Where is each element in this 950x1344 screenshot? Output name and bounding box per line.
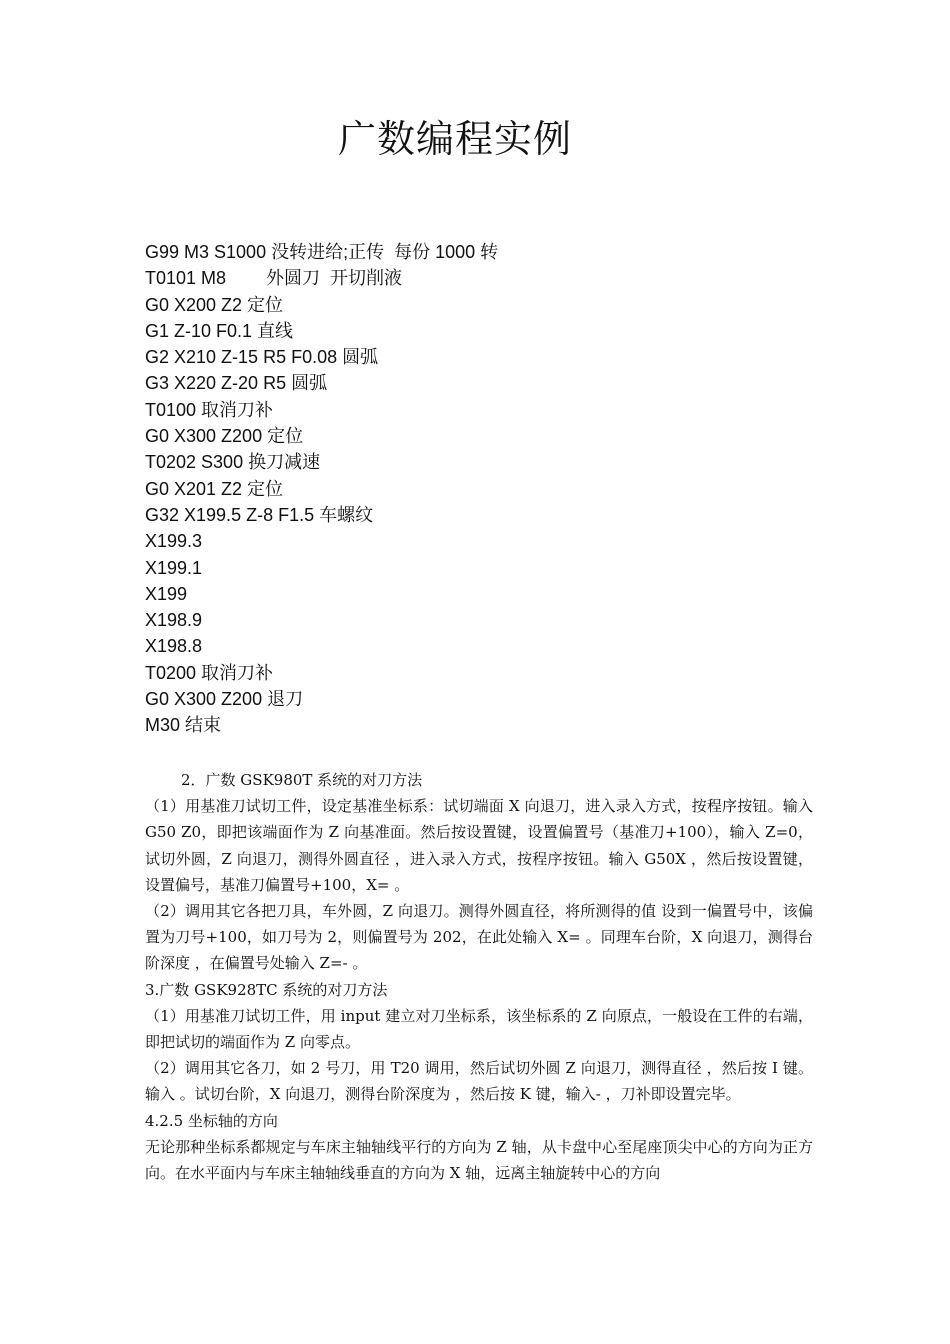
paragraph: （2）调用其它各刀，如 2 号刀，用 T20 调用，然后试切外圆 Z 向退刀，测得直径 ，然后按 I 键。输入 。试切台阶，X 向退刀，测得台阶深度为 ，然后按 K 键，输入- ，刀补即设置完毕。 bbox=[145, 1059, 813, 1104]
program-line: G0 X200 Z2 定位 bbox=[145, 294, 284, 315]
paragraph: （1）用基准刀试切工件，设定基准坐标系：试切端面 X 向退刀，进入录入方式，按程序按钮。输入 G50 Z0，即把该端面作为 Z 向基准面。然后按设置键，设置偏置号（基准刀+100），输入 Z=0，试切外圆，Z 向退刀，测得外圆直径 ，进入录入方式，按程序按钮。输入 G50X ，然后按设置键，设置偏号，基准刀偏置号+100，X= 。 bbox=[145, 797, 813, 894]
program-line: G0 X201 Z2 定位 bbox=[145, 478, 284, 499]
program-listing bbox=[145, 239, 845, 739]
program-line: G32 X199.5 Z-8 F1.5 车螺纹 bbox=[145, 504, 374, 525]
program-line: G0 X300 Z200 定位 bbox=[145, 426, 304, 447]
program-line: G0 X300 Z200 退刀 bbox=[145, 689, 304, 710]
program-line: T0202 S300 换刀减速 bbox=[145, 452, 321, 473]
program-line: G1 Z-10 F0.1 直线 bbox=[145, 320, 294, 341]
section-heading-axis-direction: 4.2.5 坐标轴的方向 bbox=[145, 1111, 278, 1130]
program-line: T0200 取消刀补 bbox=[145, 662, 274, 683]
program-line: G99 M3 S1000 没转进给;正传 每份 1000 转 bbox=[145, 242, 499, 262]
program-line: M30 结束 bbox=[145, 715, 222, 736]
program-line: X199.1 bbox=[145, 557, 203, 578]
program-line: X198.8 bbox=[145, 636, 203, 657]
program-line: X199.3 bbox=[145, 531, 203, 552]
paragraph: 无论那种坐标系都规定与车床主轴轴线平行的方向为 Z 轴，从卡盘中心至尾座顶尖中心的方向为正方向。在水平面内与车床主轴轴线垂直的方向为 X 轴，远离主轴旋转中心的方向 bbox=[145, 1137, 813, 1183]
document-title: 广数编程实例 bbox=[337, 117, 572, 161]
program-line: G3 X220 Z-20 R5 圆弧 bbox=[145, 373, 328, 394]
section-heading-gsk980t: 2．广数 GSK980T 系统的对刀方法 bbox=[181, 771, 423, 789]
program-line: T0101 M8 外圆刀 开切削液 bbox=[145, 268, 403, 289]
section-heading-gsk928tc: 3.广数 GSK928TC 系统的对刀方法 bbox=[145, 980, 388, 999]
paragraph: （1）用基准刀试切工件，用 input 建立对刀坐标系，该坐标系的 Z 向原点，一般设在工件的右端，即把试切的端面作为 Z 向零点。 bbox=[145, 1006, 813, 1052]
program-line: G2 X210 Z-15 R5 F0.08 圆弧 bbox=[145, 347, 379, 368]
program-line: X198.9 bbox=[145, 610, 203, 631]
body-text bbox=[145, 767, 813, 1186]
paragraph: （2）调用其它各把刀具，车外圆，Z 向退刀。测得外圆直径，将所测得的值 设到一偏置号中，该偏置为刀号+100，如刀号为 2，则偏置号为 202，在此处输入 X= 。同理车台阶，X 向退刀，测得台阶深度 ，在偏置号处输入 Z=- 。 bbox=[145, 902, 813, 973]
program-line: X199 bbox=[145, 583, 188, 604]
program-line: T0100 取消刀补 bbox=[145, 399, 274, 420]
